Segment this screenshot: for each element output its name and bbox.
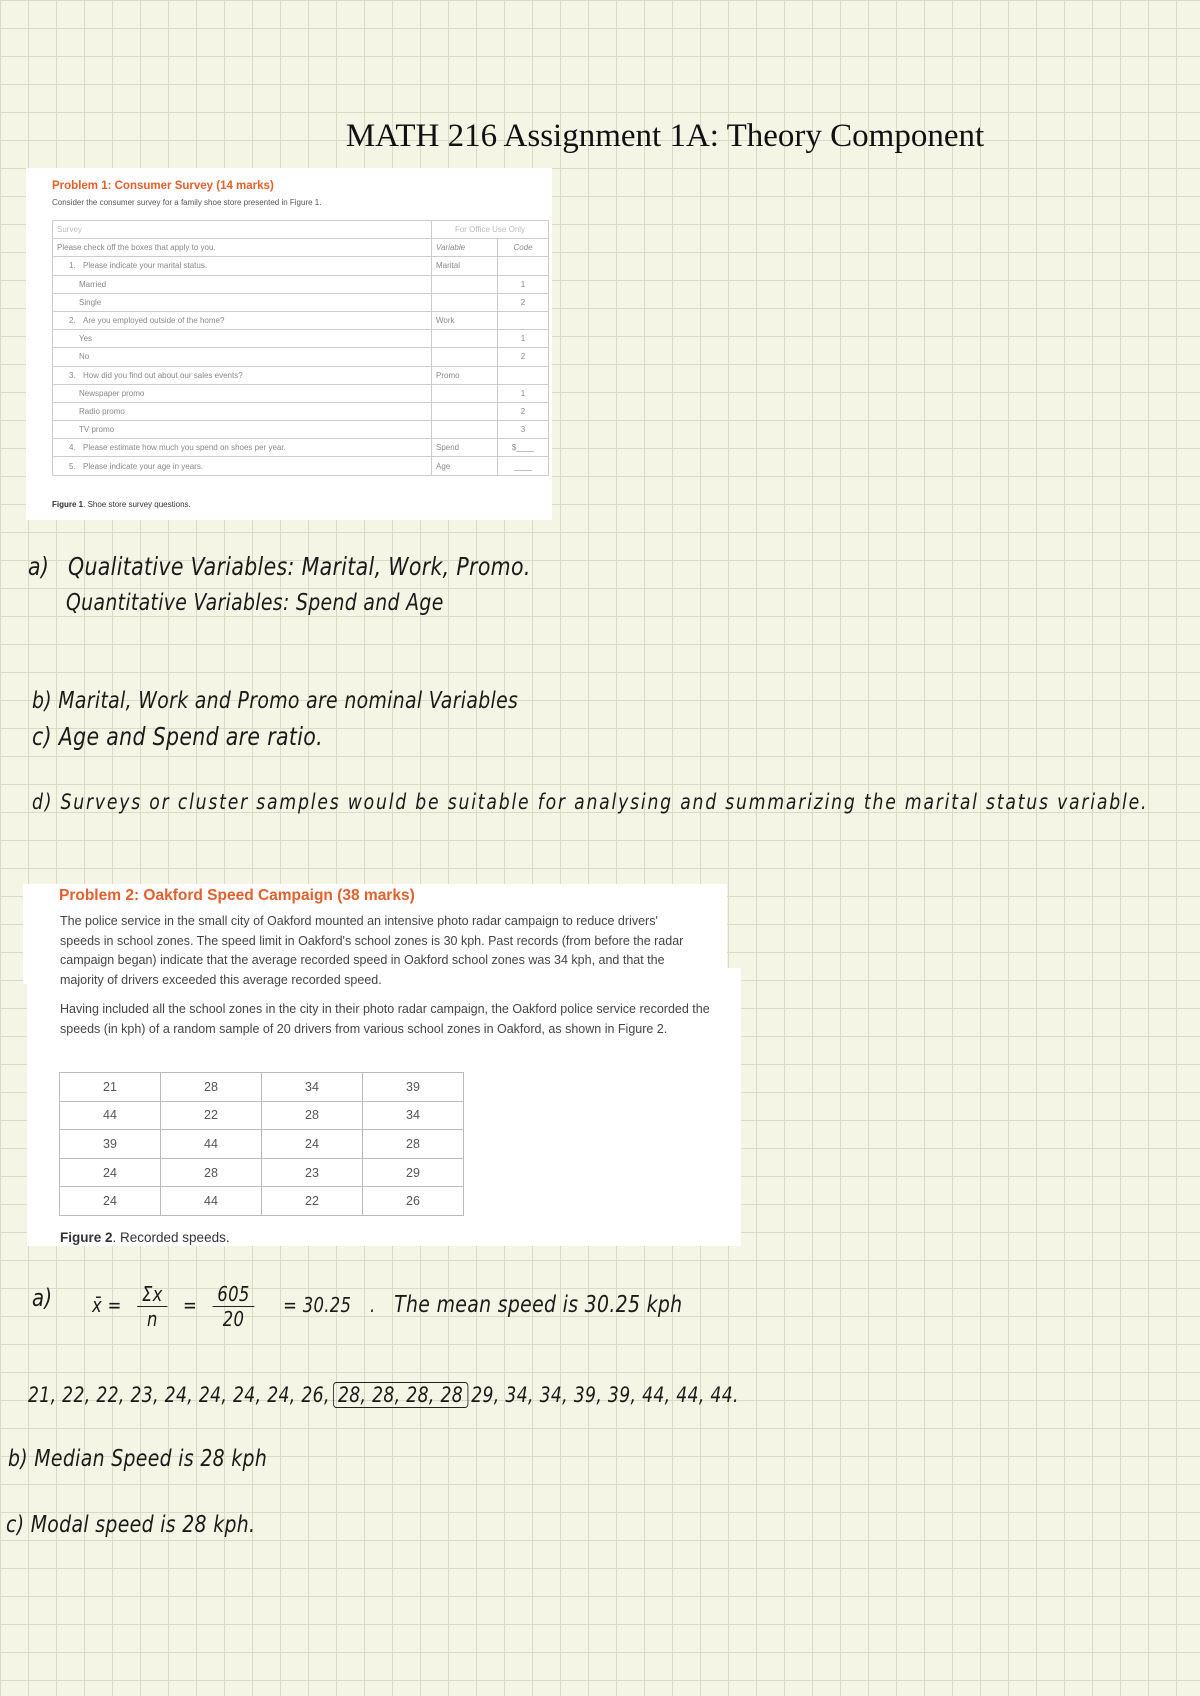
problem-1-title: Problem 1: Consumer Survey (14 marks) [52, 180, 274, 192]
sum-numerator: Σx [137, 1282, 168, 1307]
speed-cell: 24 [60, 1158, 161, 1187]
speed-cell: 26 [363, 1187, 464, 1216]
survey-variable-cell: Promo [432, 366, 498, 384]
speeds-row [60, 1187, 464, 1216]
survey-question-cell [53, 402, 432, 420]
survey-question-cell [53, 257, 432, 275]
mean-statement: The mean speed is 30.25 kph [394, 1292, 683, 1318]
figure-1-text: . Shoe store survey questions. [83, 500, 191, 509]
sum-fraction [137, 1282, 168, 1331]
answer-1a-label: a) [28, 552, 50, 581]
figure-1-caption [52, 500, 191, 509]
speed-cell: 39 [363, 1073, 464, 1102]
equals-sign: = [182, 1293, 198, 1317]
sorted-speeds-after: 29, 34, 34, 39, 39, 44, 44, 44. [471, 1383, 739, 1407]
problem-2-paragraph-2: Having included all the school zones in the city in their photo radar campaign, the Oakford police service recorded the speeds (in kph) of a random sample of 20 drivers from various school zones in Oakford, as shown in Figure 2. [60, 1002, 710, 1036]
value-numerator: 605 [212, 1282, 254, 1307]
survey-question-cell [53, 275, 432, 293]
speed-cell: 29 [363, 1158, 464, 1187]
figure-2-text: . Recorded speeds. [112, 1230, 230, 1245]
answer-1b: b) Marital, Work and Promo are nominal Variables [32, 688, 519, 714]
mean-dot: . [369, 1293, 376, 1317]
problem-1-panel [26, 168, 552, 520]
problem-2-paragraph-1: The police service in the small city of Oakford mounted an intensive photo radar campaign to reduce drivers' speeds in school zones. The speed limit in Oakford's school zones is 30 kph. Past records (from before the radar campaign began) indicate that the average recorded speed in Oakford school zones was 34 kph, and that the majority of drivers exceeded this average recorded speed. [60, 914, 684, 987]
survey-question-text: No [79, 352, 90, 362]
survey-row [53, 348, 549, 366]
sorted-speeds-before: 21, 22, 22, 23, 24, 24, 24, 24, 26, [28, 1383, 330, 1407]
survey-code-cell: 2 [498, 348, 549, 366]
survey-question-cell [53, 439, 432, 457]
speed-cell: 34 [363, 1101, 464, 1130]
speed-cell: 44 [60, 1101, 161, 1130]
survey-variable-cell [432, 421, 498, 439]
speed-cell: 34 [262, 1073, 363, 1102]
survey-code-cell [498, 311, 549, 329]
figure-1-label: Figure 1 [52, 500, 84, 509]
survey-row [53, 421, 549, 439]
sum-denominator: n [146, 1307, 158, 1331]
survey-code-cell: 2 [498, 293, 549, 311]
survey-row [53, 330, 549, 348]
xbar-symbol: x̄ = [92, 1293, 122, 1317]
answer-1a-quantitative: Quantitative Variables: Spend and Age [66, 590, 444, 616]
answer-2a-mean-work [92, 1282, 682, 1331]
survey-row [53, 457, 549, 475]
speed-cell: 24 [60, 1187, 161, 1216]
survey-row [53, 402, 549, 420]
survey-question-number: 1. [69, 261, 76, 271]
survey-question-text: Please estimate how much you spend on shoes per year. [83, 443, 286, 453]
survey-question-cell [53, 366, 432, 384]
survey-code-cell [498, 366, 549, 384]
survey-question-cell [53, 384, 432, 402]
sorted-speeds [28, 1383, 739, 1407]
speed-cell: 28 [262, 1101, 363, 1130]
speed-cell: 28 [161, 1158, 262, 1187]
survey-variable-cell: Marital [432, 257, 498, 275]
survey-question-cell [53, 457, 432, 475]
survey-row [53, 366, 549, 384]
survey-row [53, 311, 549, 329]
speeds-row [60, 1130, 464, 1159]
answer-1d: d) Surveys or cluster samples would be suitable for analysing and summarizing the marital status variable. [32, 790, 1149, 814]
value-denominator: 20 [222, 1307, 245, 1331]
speed-cell: 28 [161, 1073, 262, 1102]
survey-row [53, 384, 549, 402]
survey-variable-cell: Work [432, 311, 498, 329]
survey-variable-cell [432, 293, 498, 311]
survey-question-text: Newspaper promo [79, 388, 145, 398]
speed-cell: 28 [363, 1130, 464, 1159]
survey-question-text: Single [79, 297, 102, 307]
problem-2-title: Problem 2: Oakford Speed Campaign (38 marks) [59, 887, 415, 904]
survey-question-cell [53, 311, 432, 329]
survey-question-text: Are you employed outside of the home? [83, 316, 225, 326]
problem-1-intro: Consider the consumer survey for a family shoe store presented in Figure 1. [52, 198, 322, 207]
survey-question-text: Yes [79, 334, 93, 344]
figure-2-label: Figure 2 [60, 1230, 113, 1245]
survey-variable-cell [432, 330, 498, 348]
survey-code-cell: 2 [498, 402, 549, 420]
survey-code-cell: 1 [498, 275, 549, 293]
survey-question-cell [53, 421, 432, 439]
speed-cell: 23 [262, 1158, 363, 1187]
speed-cell: 44 [161, 1130, 262, 1159]
survey-question-cell [53, 348, 432, 366]
speeds-row [60, 1101, 464, 1130]
survey-question-text: Married [79, 279, 107, 289]
speed-cell: 22 [161, 1101, 262, 1130]
survey-col-variable: Variable [432, 239, 498, 257]
survey-row [53, 257, 549, 275]
speed-cell: 44 [161, 1187, 262, 1216]
survey-question-text: Please indicate your marital status. [83, 261, 208, 271]
speed-cell: 24 [262, 1130, 363, 1159]
survey-question-text: How did you find out about our sales events? [83, 370, 243, 380]
survey-question-text: TV promo [79, 425, 115, 435]
survey-table [52, 220, 549, 476]
survey-header-row [53, 221, 549, 239]
survey-variable-cell [432, 275, 498, 293]
survey-instruction: Please check off the boxes that apply to you. [53, 239, 432, 257]
survey-question-cell [53, 330, 432, 348]
speed-cell: 39 [60, 1130, 161, 1159]
page-title: MATH 216 Assignment 1A: Theory Component [345, 118, 985, 154]
survey-code-cell: $____ [498, 439, 549, 457]
survey-code-cell: 3 [498, 421, 549, 439]
survey-question-cell [53, 293, 432, 311]
survey-code-cell: ____ [498, 457, 549, 475]
survey-variable-cell [432, 348, 498, 366]
survey-header-left: Survey [53, 221, 432, 239]
answer-2b: b) Median Speed is 28 kph [8, 1446, 268, 1472]
mean-result: = 30.25 [283, 1293, 352, 1317]
survey-question-number: 4. [69, 443, 76, 453]
answer-2c: c) Modal speed is 28 kph. [6, 1512, 256, 1538]
speeds-table [59, 1072, 464, 1216]
survey-code-cell [498, 257, 549, 275]
speed-cell: 21 [60, 1073, 161, 1102]
survey-header-right: For Office Use Only [432, 221, 549, 239]
speeds-row [60, 1158, 464, 1187]
survey-variable-cell: Spend [432, 439, 498, 457]
speed-cell: 22 [262, 1187, 363, 1216]
value-fraction [212, 1282, 254, 1331]
survey-row [53, 439, 549, 457]
sorted-speeds-boxed: 28, 28, 28, 28 [333, 1382, 468, 1408]
figure-2-caption [60, 1230, 230, 1245]
survey-col-code: Code [498, 239, 549, 257]
survey-question-number: 5. [69, 461, 76, 471]
speeds-row [60, 1073, 464, 1102]
survey-code-cell: 1 [498, 384, 549, 402]
answer-1c: c) Age and Spend are ratio. [32, 722, 323, 751]
survey-code-cell: 1 [498, 330, 549, 348]
answer-1a-qualitative: Qualitative Variables: Marital, Work, Promo. [68, 552, 531, 581]
survey-row [53, 275, 549, 293]
survey-question-number: 2. [69, 316, 76, 326]
survey-question-text: Radio promo [79, 406, 125, 416]
survey-row [53, 293, 549, 311]
survey-variable-cell [432, 384, 498, 402]
survey-column-header-row [53, 239, 549, 257]
survey-question-text: Please indicate your age in years. [83, 461, 204, 471]
answer-2a-label: a) [32, 1284, 53, 1312]
survey-variable-cell [432, 402, 498, 420]
survey-question-number: 3. [69, 370, 76, 380]
survey-variable-cell: Age [432, 457, 498, 475]
